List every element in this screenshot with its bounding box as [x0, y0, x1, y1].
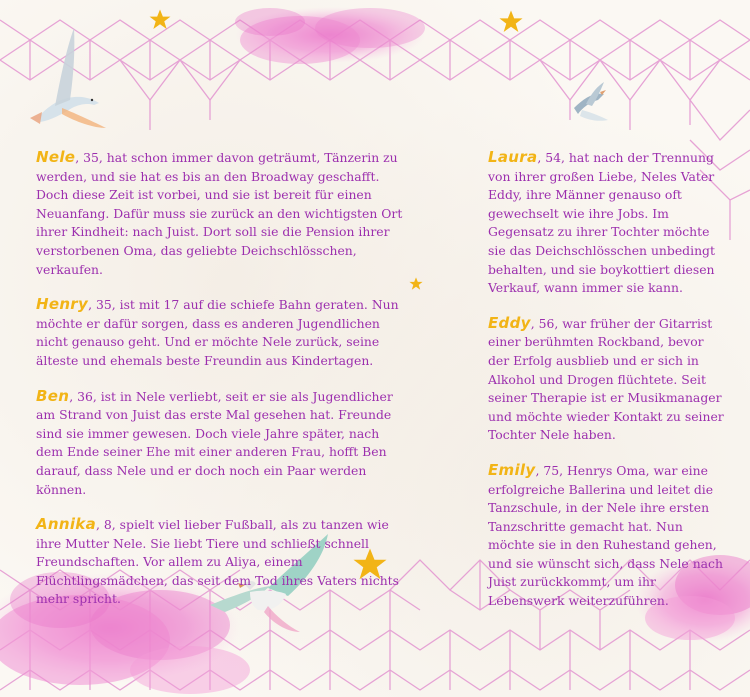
cloud-top — [235, 7, 425, 64]
character-entry-ben — [36, 387, 406, 500]
character-name: Emily — [488, 460, 536, 479]
character-description: , 35, hat schon immer davon geträumt, Tänzerin zu werden, und sie hat es bis an den Broadway geschafft. Doch diese Zeit ist vorbei, und sie ist bereit für einen Neuanfang. Dafür muss sie zurück an den wichtigsten Ort ihrer Kindheit: nach Juist. Dort soll sie die Pension ihrer verstorbenen Oma, das geliebte Deichschlösschen, verkaufen. — [36, 150, 403, 277]
character-description: , 36, ist in Nele verliebt, seit er sie als Jugendlicher am Strand von Juist das erste Mal gesehen hat. Freunde sind sie immer gewesen. Doch viele Jahre später, nach dem Ende seiner Ehe mit einer anderen Frau, hofft Ben darauf, dass Nele und er doch noch ein Paar werden können. — [36, 388, 393, 497]
character-description: , 35, ist mit 17 auf die schiefe Bahn geraten. Nun möchte er dafür sorgen, dass es anderen Jugendlichen nicht genauso geht. Und er möchte Nele zurück, seine älteste und ehemals beste Freundin aus Kindertagen. — [36, 297, 399, 368]
character-description: , 8, spielt viel lieber Fußball, als zu tanzen wie ihre Mutter Nele. Sie liebt Tiere und schließt schnell Freundschaften. Vor allem zu Aliya, einem Flüchtlingsmädchen, das seit dem Tod ihres Vaters nichts mehr spricht. — [36, 517, 400, 607]
character-name: Annika — [36, 515, 97, 534]
character-description: , 56, war früher der Gitarrist einer berühmten Rockband, bevor der Erfolg ausblieb und er sich in Alkohol und Drogen flüchtete. Seit seiner Therapie ist er Musikmanager und möchte wieder Kontakt zu seiner Tochter Nele haben. — [488, 315, 724, 443]
left-column — [36, 148, 406, 625]
character-entry-laura — [488, 148, 724, 298]
character-description: , 75, Henrys Oma, war eine erfolgreiche Ballerina und leitet die Tanzschule, in der Nele ihre ersten Tanzschritte gemacht hat. Nun möchte sie in den Ruhestand gehen, und sie wünscht sich, dass Nele nach Juist zurückkommt, um ihr Lebenswerk weiterzuführen. — [488, 462, 723, 609]
star-icon — [499, 10, 522, 32]
character-name: Henry — [36, 295, 89, 314]
right-column — [488, 148, 724, 627]
character-entry-annika — [36, 515, 406, 609]
star-icon — [150, 10, 171, 29]
character-entry-emily — [488, 461, 724, 611]
character-name: Eddy — [488, 313, 531, 332]
character-name: Ben — [36, 386, 70, 405]
star-icon — [409, 277, 422, 289]
character-description: , 54, hat nach der Trennung von ihrer großen Liebe, Neles Vater Eddy, ihre Männer genauso oft gewechselt wie ihre Jobs. Im Gegensatz zu ihrer Tochter möchte sie das Deichschlösschen unbedingt behalten, und sie boykottiert diesen Verkauf, wann immer sie kann. — [488, 150, 715, 296]
character-name: Nele — [36, 148, 76, 166]
character-name: Laura — [488, 148, 538, 166]
character-entry-nele — [36, 148, 406, 279]
character-entry-henry — [36, 295, 406, 370]
character-entry-eddy — [488, 314, 724, 445]
